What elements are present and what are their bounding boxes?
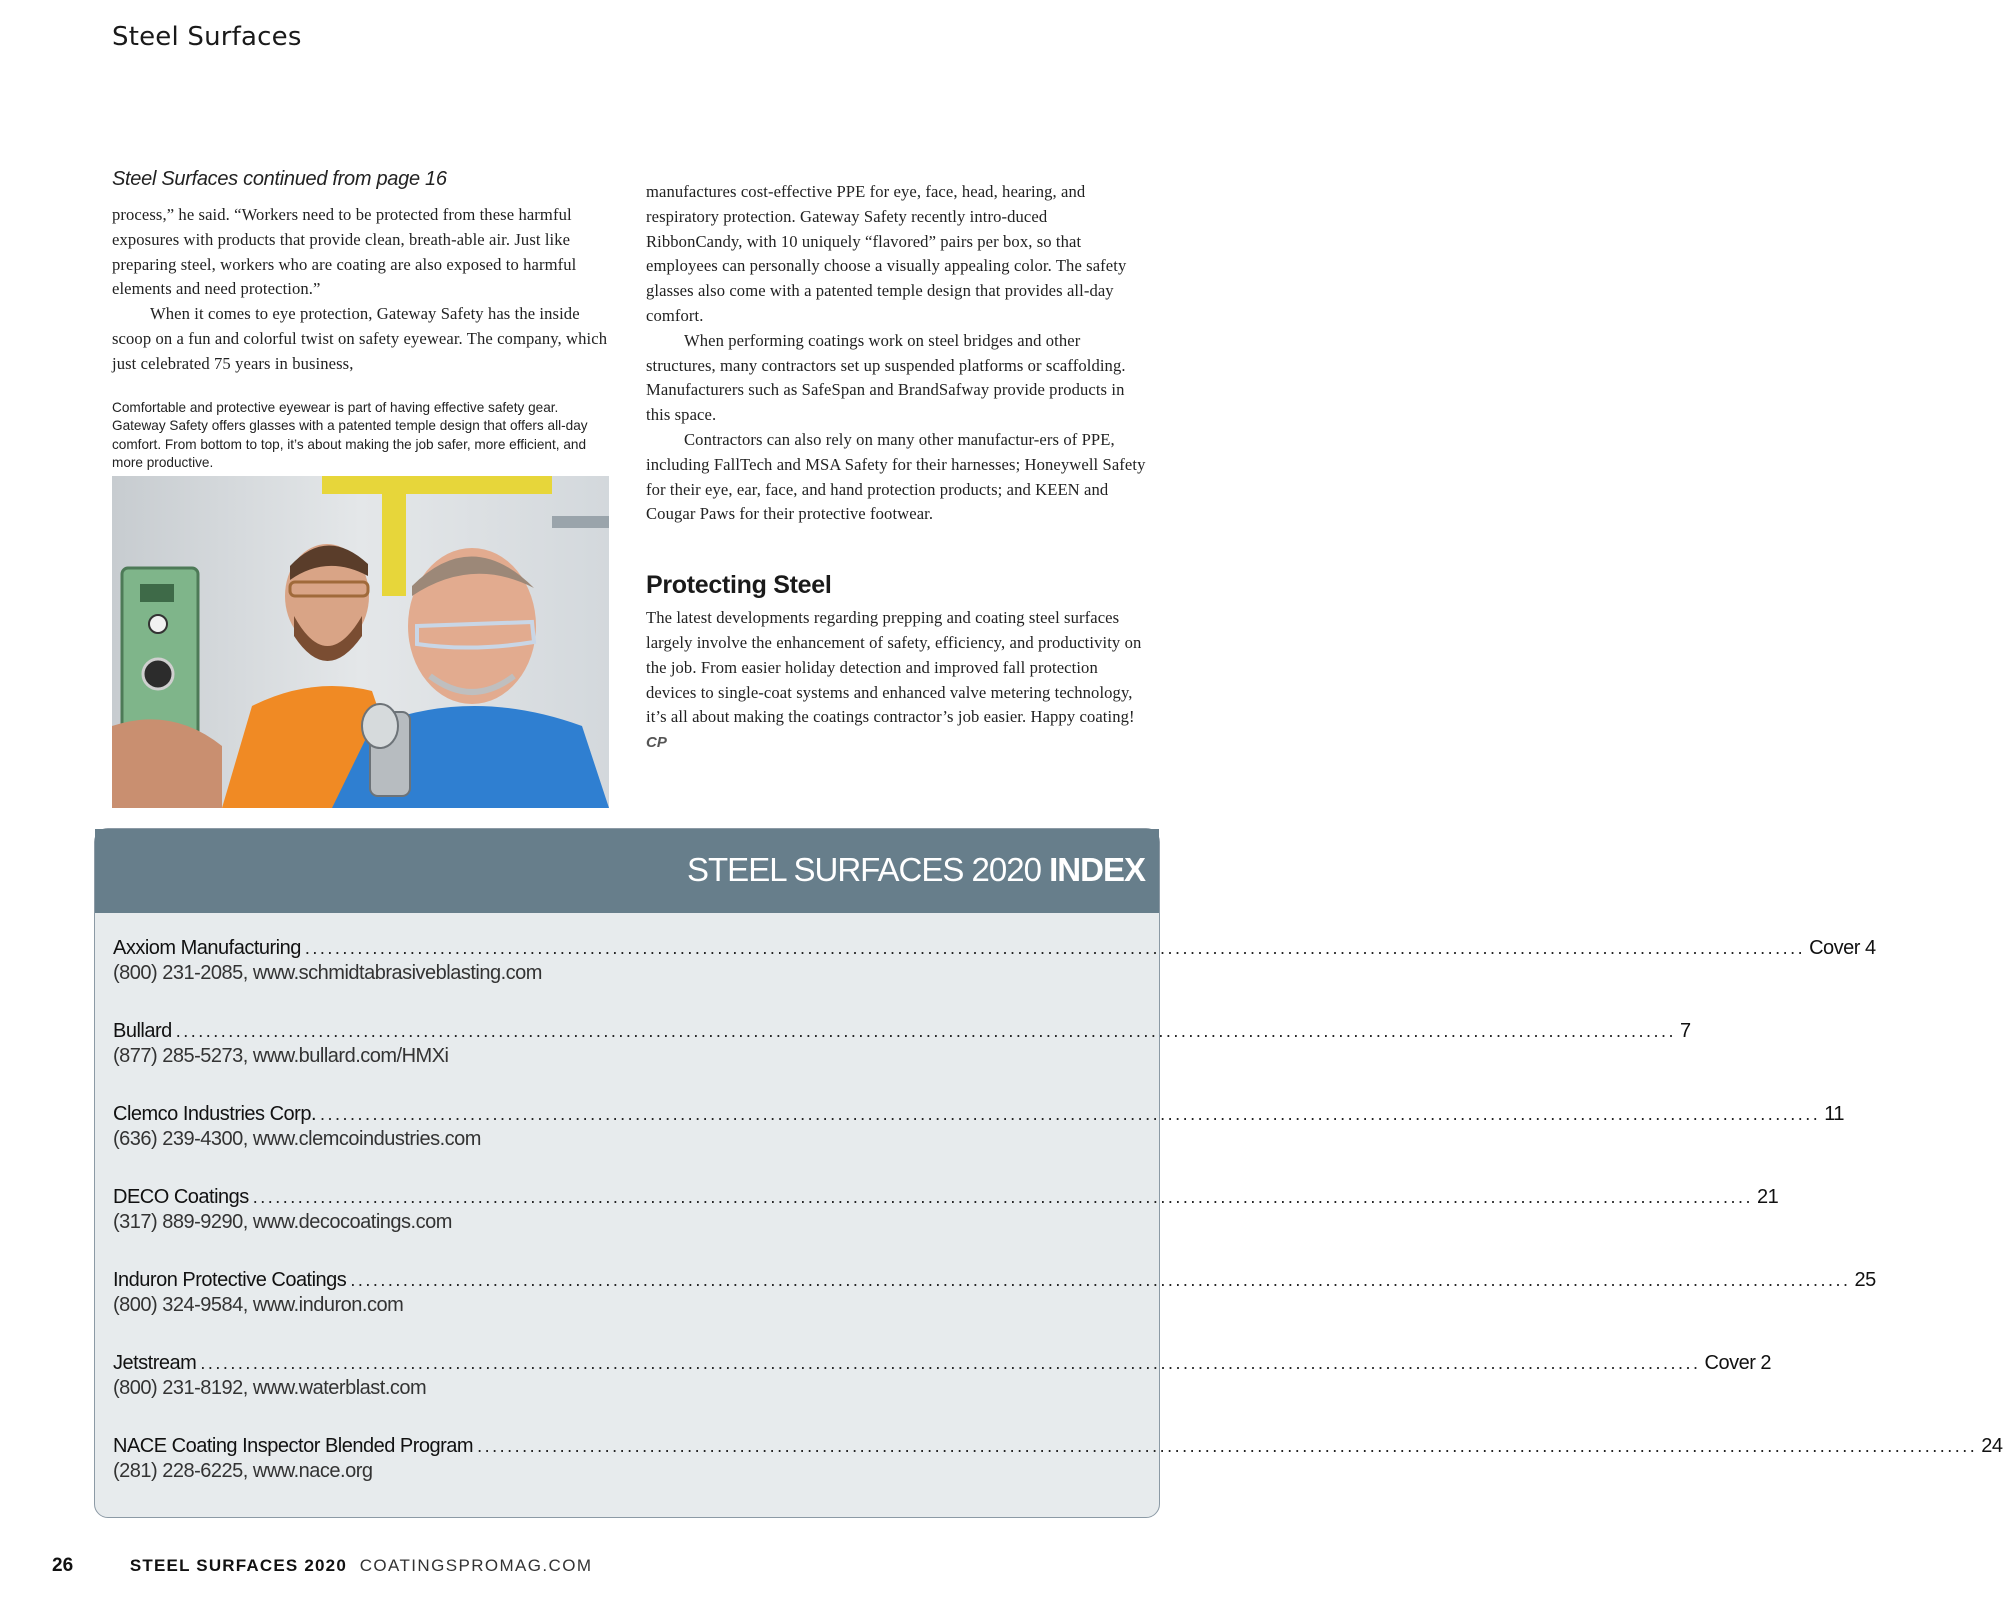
index-title [687,851,1145,889]
dot-leader: ........................................................................................................................................................................................................ [252,1187,1753,1207]
right-column [646,180,1146,756]
index-entry [113,1020,1691,1103]
body-paragraph: Contractors can also rely on many other manufactur-ers of PPE, including FallTech and MSA Safety for their harnesses; Honeywell Safety for their eye, ear, face, and hand protection products; and KEEN and Cougar Paws for their protective footwear. [646,429,1146,524]
index-title-bold: INDEX [1049,851,1145,888]
page-footer [52,1555,592,1577]
entry-page: Cover 2 [1704,1352,1772,1374]
entry-contact: (800) 324-9584, www.induron.com [113,1294,404,1316]
body-paragraph: When it comes to eye protection, Gateway Safety has the inside scoop on a fun and colorful twist on safety eyewear. The company, which just celebrated 75 years in business, [112,304,608,373]
entry-name: Clemco Industries Corp. [113,1103,317,1125]
photo-illustration [112,476,609,808]
dot-leader: ........................................................................................................................................................................................................ [200,1353,1701,1373]
entry-contact: (800) 231-8192, www.waterblast.com [113,1377,427,1399]
entry-name: Induron Protective Coatings [113,1269,347,1291]
dot-leader: ........................................................................................................................................................................................................ [350,1270,1851,1290]
dot-leader: ........................................................................................................................................................................................................ [304,938,1806,958]
index-header [95,829,1159,913]
entry-contact: (636) 239-4300, www.clemcoindustries.com [113,1128,481,1150]
entry-name: Bullard [113,1020,172,1042]
entry-page: Cover 4 [1809,937,1876,959]
closing-text: The latest developments regarding prepping and coating steel surfaces largely involve the enhancement of safety, efficiency, and productivity on the job. From easier holiday detection and improved fall protection devices to single-coat systems and enhanced valve metering technology, it’s all about making the coatings contractor’s job easier. Happy coating! [646,608,1142,727]
body-paragraph: process,” he said. “Workers need to be protected from these harmful exposures with products that provide clean, breath-able air. Just like preparing steel, workers who are coating are also exposed to harmful elements and need protection.” [112,205,577,299]
index-entry [113,1352,1772,1435]
dot-leader: ........................................................................................................................................................................................................ [320,1104,1821,1124]
page-number: 26 [52,1555,74,1576]
entry-page: 11 [1824,1103,1844,1125]
safety-eyewear-photo [112,476,609,808]
entry-contact: (877) 285-5273, www.bullard.com/HMXi [113,1045,449,1067]
index-entry [113,1103,1844,1186]
index-entry [113,1269,1876,1352]
index-entry [113,1435,2003,1518]
entry-page: 7 [1679,1020,1691,1042]
cp-logo: CP [646,734,668,752]
left-column [112,168,609,473]
dot-leader: ........................................................................................................................................................................................................ [477,1436,1978,1456]
section-header: Steel Surfaces [112,22,302,52]
entry-contact: (800) 231-2085, www.schmidtabrasiveblasting.com [113,962,542,984]
closing-paragraph [646,606,1146,756]
index-entry [113,937,1876,1020]
entry-name: DECO Coatings [113,1186,249,1208]
photo-caption: Comfortable and protective eyewear is part of having effective safety gear. Gateway Safety offers glasses with a patented temple design that offers all-day comfort. From bottom to top, it’s about making the job safer, more efficient, and more productive. [112,399,588,471]
entry-name: Axxiom Manufacturing [113,937,301,959]
body-paragraph: manufactures cost-effective PPE for eye, face, head, hearing, and respiratory protection. Gateway Safety recently intro-duced RibbonCandy, with 10 uniquely “flavored” pairs per box, so that employees can personally choose a visually appealing color. The safety glasses also come with a patented temple design that provides all-day comfort. [646,182,1127,325]
entry-page: 25 [1854,1269,1876,1291]
subheading: Protecting Steel [646,571,832,600]
body-paragraph: When performing coatings work on steel bridges and other structures, many contractors set up suspended platforms or scaffolding. Manufacturers such as SafeSpan and BrandSafway provide products in this space. [646,330,1126,425]
index-title-light: STEEL SURFACES 2020 [687,851,1041,888]
index-entry [113,1186,1779,1269]
entry-contact: (281) 228-6225, www.nace.org [113,1460,373,1482]
footer-magazine: STEEL SURFACES 2020 [129,1556,347,1575]
entry-name: NACE Coating Inspector Blended Program [113,1435,474,1457]
entry-contact: (317) 889-9290, www.decocoatings.com [113,1211,452,1233]
index-list [95,913,2003,1518]
footer-website: COATINGSPROMAG.COM [359,1556,593,1575]
entry-page: 21 [1756,1186,1779,1208]
continued-line: Steel Surfaces continued from page 16 [112,168,447,190]
dot-leader: ........................................................................................................................................................................................................ [175,1021,1676,1041]
entry-page: 24 [1981,1435,2003,1457]
advertiser-index [94,828,2003,1518]
entry-name: Jetstream [113,1352,197,1374]
